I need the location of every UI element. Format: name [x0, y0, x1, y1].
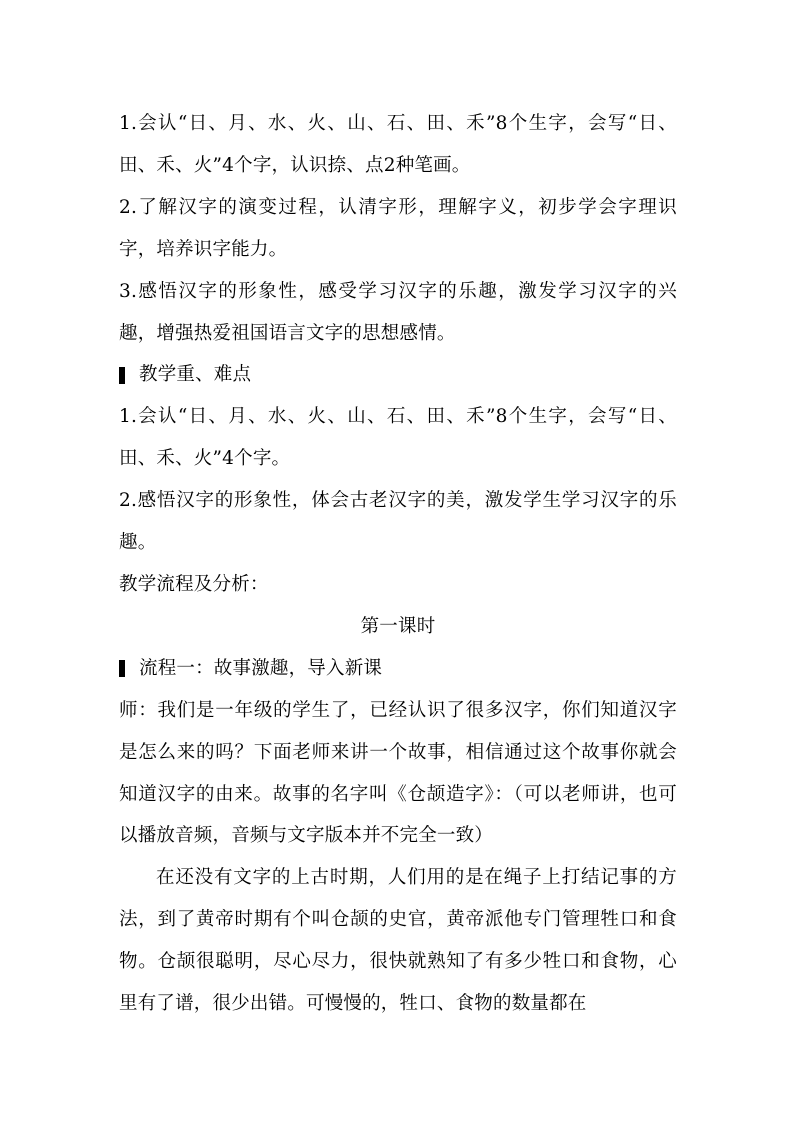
- story-paragraph: 在还没有文字的上古时期，人们用的是在绳子上打结记事的方法，到了黄帝时期有个叫仓颉的史官，黄帝派他专门管理牲口和食物。仓颉很聪明，尽心尽力，很快就熟知了有多少牲口和食物，心里有了谱，很少出错。可慢慢的，牲口、食物的数量都在: [119, 867, 677, 1015]
- key-points-heading: [119, 354, 677, 396]
- flow-one-heading: [119, 648, 677, 690]
- heading-bar-icon: [119, 367, 125, 384]
- key-point-2: 2.感悟汉字的形象性，体会古老汉字的美，激发学生学习汉字的乐趣。: [119, 490, 677, 554]
- lesson-title: 第一课时: [360, 615, 436, 637]
- heading-bar-icon: [119, 660, 125, 677]
- flow-label: 教学流程及分析：: [119, 573, 269, 595]
- objective-1: 1.会认“日、月、水、火、山、石、田、禾”8个生字，会写“日、田、禾、火”4个字，认识捺、点2种笔画。: [119, 113, 677, 176]
- flow-one-heading-text: 流程一：故事激趣，导入新课: [139, 657, 383, 679]
- key-point-1: 1.会认“日、月、水、火、山、石、田、禾”8个生字，会写“日、田、禾、火”4个字。: [119, 406, 677, 470]
- objective-3: 3.感悟汉字的形象性，感受学习汉字的乐趣，激发学习汉字的兴趣，增强热爱祖国语言文字的思想感情。: [119, 280, 677, 344]
- document-body: [119, 103, 677, 1025]
- teacher-paragraph: 师：我们是一年级的学生了，已经认识了很多汉字，你们知道汉字是怎么来的吗？下面老师来讲一个故事，相信通过这个故事你就会知道汉字的由来。故事的名字叫《仓颉造字》：（可以老师讲，也可以播放音频，音频与文字版本并不完全一致）: [119, 699, 677, 847]
- key-points-heading-text: 教学重、难点: [139, 364, 252, 386]
- objective-2: 2.了解汉字的演变过程，认清字形，理解字义，初步学会字理识字，培养识字能力。: [119, 196, 677, 260]
